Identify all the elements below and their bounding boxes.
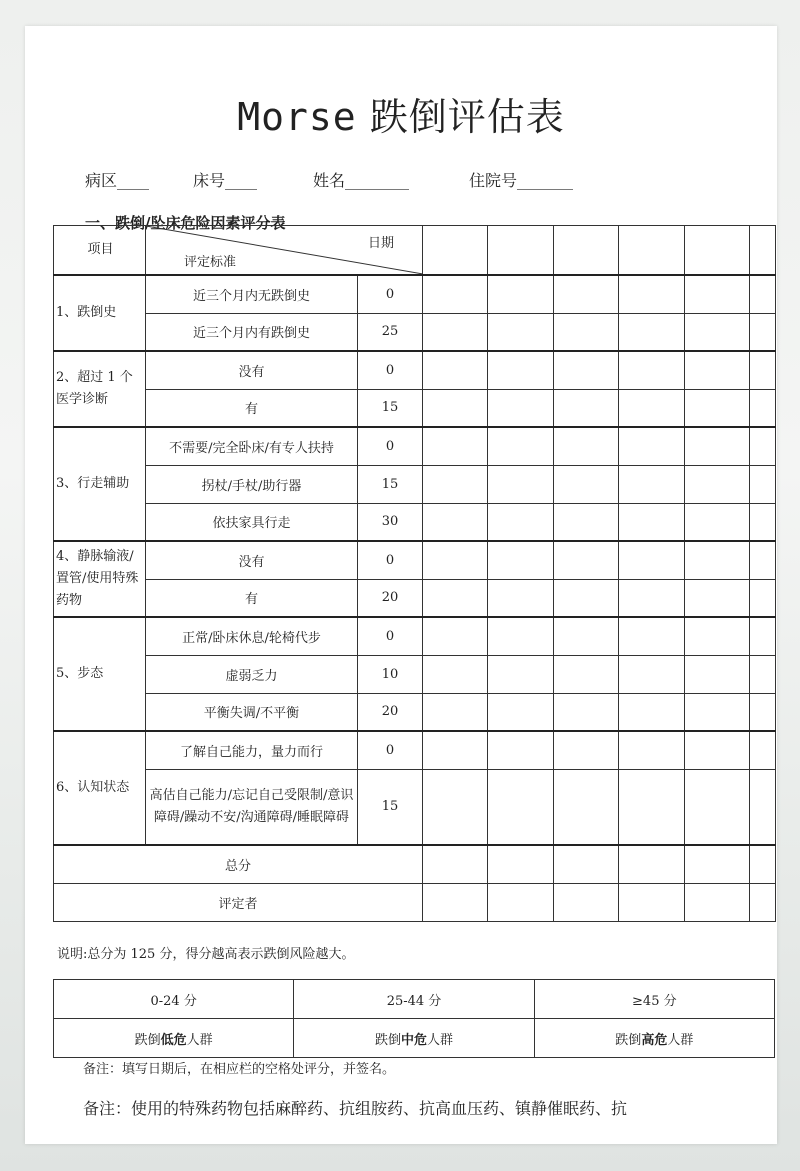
score: 30	[358, 503, 423, 541]
criterion: 拐杖/手杖/助行器	[146, 465, 358, 503]
score-entry-cell[interactable]	[750, 465, 776, 503]
date-cell[interactable]	[554, 226, 619, 276]
score-entry-cell[interactable]	[685, 389, 750, 427]
score-entry-cell[interactable]	[488, 579, 554, 617]
title-chinese: 跌倒评估表	[369, 95, 565, 139]
score: 15	[358, 769, 423, 845]
assessor-entry-cell[interactable]	[488, 883, 554, 921]
score-entry-cell[interactable]	[685, 313, 750, 351]
header-diagonal	[146, 226, 423, 276]
criterion: 高估自己能力/忘记自己受限制/意识障碍/躁动不安/沟通障碍/睡眠障碍	[146, 769, 358, 845]
score-entry-cell[interactable]	[750, 541, 776, 579]
score-entry-cell[interactable]	[619, 731, 685, 769]
group-label: 3、行走辅助	[54, 427, 146, 541]
bed-field[interactable]: 床号____	[193, 171, 258, 190]
score-entry-cell[interactable]	[488, 541, 554, 579]
score-entry-cell[interactable]	[685, 617, 750, 655]
score: 20	[358, 579, 423, 617]
score: 10	[358, 655, 423, 693]
score: 20	[358, 693, 423, 731]
score-entry-cell[interactable]	[488, 465, 554, 503]
score-entry-cell[interactable]	[750, 655, 776, 693]
score-entry-cell[interactable]	[750, 731, 776, 769]
name-field[interactable]: 姓名________	[313, 171, 410, 190]
risk-table	[53, 979, 775, 1058]
score-entry-cell[interactable]	[619, 579, 685, 617]
score-entry-cell[interactable]	[423, 275, 488, 313]
score-entry-cell[interactable]	[488, 351, 554, 389]
score-entry-cell[interactable]	[554, 693, 619, 731]
score-entry-cell[interactable]	[619, 351, 685, 389]
score: 0	[358, 351, 423, 389]
score-entry-cell[interactable]	[554, 617, 619, 655]
score: 0	[358, 427, 423, 465]
score-entry-cell[interactable]	[750, 769, 776, 845]
score-entry-cell[interactable]	[423, 769, 488, 845]
note-special-drugs: 备注：使用的特殊药物包括麻醉药、抗组胺药、抗高血压药、镇静催眠药、抗	[83, 1099, 628, 1118]
score-entry-cell[interactable]	[488, 503, 554, 541]
score-entry-cell[interactable]	[685, 351, 750, 389]
score-entry-cell[interactable]	[554, 313, 619, 351]
admission-number-field[interactable]: 住院号_______	[469, 171, 574, 190]
criterion: 正常/卧床休息/轮椅代步	[146, 617, 358, 655]
range-mid: 25-44 分	[294, 980, 534, 1019]
score-entry-cell[interactable]	[488, 769, 554, 845]
score-entry-cell[interactable]	[554, 579, 619, 617]
score-entry-cell[interactable]	[619, 389, 685, 427]
score-entry-cell[interactable]	[685, 655, 750, 693]
criterion: 近三个月内有跌倒史	[146, 313, 358, 351]
score: 25	[358, 313, 423, 351]
group-label: 4、静脉输液/置管/使用特殊药物	[54, 541, 146, 617]
score-entry-cell[interactable]	[619, 503, 685, 541]
score-entry-cell[interactable]	[423, 351, 488, 389]
ward-field[interactable]: 病区____	[85, 171, 150, 190]
group-label: 2、超过 1 个医学诊断	[54, 351, 146, 427]
score-entry-cell[interactable]	[685, 769, 750, 845]
note-fill-instructions: 备注：填写日期后，在相应栏的空格处评分，并签名。	[83, 1062, 396, 1077]
assessor-row-label: 评定者	[54, 883, 423, 921]
score-entry-cell[interactable]	[750, 275, 776, 313]
risk-low: 跌倒低危人群	[54, 1019, 294, 1058]
page-title	[25, 86, 777, 141]
score-entry-cell[interactable]	[554, 351, 619, 389]
criterion: 近三个月内无跌倒史	[146, 275, 358, 313]
total-entry-cell[interactable]	[685, 845, 750, 883]
score-entry-cell[interactable]	[750, 693, 776, 731]
criterion: 有	[146, 579, 358, 617]
group-label: 5、步态	[54, 617, 146, 731]
score-entry-cell[interactable]	[619, 769, 685, 845]
score-entry-cell[interactable]	[750, 313, 776, 351]
score-entry-cell[interactable]	[423, 313, 488, 351]
score-entry-cell[interactable]	[423, 579, 488, 617]
score-entry-cell[interactable]	[554, 731, 619, 769]
form-page	[25, 26, 777, 1144]
score-entry-cell[interactable]	[423, 541, 488, 579]
score-entry-cell[interactable]	[488, 389, 554, 427]
score-entry-cell[interactable]	[423, 427, 488, 465]
score: 0	[358, 617, 423, 655]
score-entry-cell[interactable]	[619, 427, 685, 465]
score-entry-cell[interactable]	[554, 769, 619, 845]
total-entry-cell[interactable]	[619, 845, 685, 883]
score-entry-cell[interactable]	[685, 693, 750, 731]
score: 15	[358, 389, 423, 427]
assessor-entry-cell[interactable]	[750, 883, 776, 921]
range-high: ≥45 分	[534, 980, 774, 1019]
score-entry-cell[interactable]	[619, 275, 685, 313]
total-entry-cell[interactable]	[488, 845, 554, 883]
score-entry-cell[interactable]	[488, 693, 554, 731]
criterion: 平衡失调/不平衡	[146, 693, 358, 731]
score: 0	[358, 731, 423, 769]
score-entry-cell[interactable]	[750, 427, 776, 465]
explanation: 说明:总分为 125 分，得分越高表示跌倒风险越大。	[57, 947, 355, 962]
score-entry-cell[interactable]	[423, 617, 488, 655]
section-title: 一、跌倒/坠床危险因素评分表	[85, 214, 286, 232]
score-entry-cell[interactable]	[685, 541, 750, 579]
score-entry-cell[interactable]	[554, 655, 619, 693]
score-entry-cell[interactable]	[554, 503, 619, 541]
score-entry-cell[interactable]	[423, 503, 488, 541]
score-entry-cell[interactable]	[488, 731, 554, 769]
risk-mid: 跌倒中危人群	[294, 1019, 534, 1058]
header-criteria: 评定标准	[184, 255, 237, 270]
score-entry-cell[interactable]	[554, 389, 619, 427]
score-entry-cell[interactable]	[685, 731, 750, 769]
score: 0	[358, 275, 423, 313]
score-entry-cell[interactable]	[750, 617, 776, 655]
score-entry-cell[interactable]	[685, 427, 750, 465]
score-entry-cell[interactable]	[423, 655, 488, 693]
score: 15	[358, 465, 423, 503]
score-entry-cell[interactable]	[685, 465, 750, 503]
score-entry-cell[interactable]	[554, 465, 619, 503]
score-entry-cell[interactable]	[488, 617, 554, 655]
total-entry-cell[interactable]	[423, 845, 488, 883]
score-entry-cell[interactable]	[619, 655, 685, 693]
score-entry-cell[interactable]	[750, 503, 776, 541]
criterion: 没有	[146, 541, 358, 579]
score-entry-cell[interactable]	[619, 465, 685, 503]
date-cell[interactable]	[423, 226, 488, 276]
assessment-table	[53, 225, 776, 922]
score-entry-cell[interactable]	[619, 313, 685, 351]
score-entry-cell[interactable]	[685, 275, 750, 313]
score-entry-cell[interactable]	[423, 693, 488, 731]
total-entry-cell[interactable]	[554, 845, 619, 883]
score-entry-cell[interactable]	[488, 655, 554, 693]
score-entry-cell[interactable]	[685, 503, 750, 541]
assessor-entry-cell[interactable]	[619, 883, 685, 921]
score-entry-cell[interactable]	[619, 693, 685, 731]
assessor-entry-cell[interactable]	[554, 883, 619, 921]
score-entry-cell[interactable]	[488, 427, 554, 465]
score-entry-cell[interactable]	[423, 465, 488, 503]
score-entry-cell[interactable]	[554, 275, 619, 313]
score: 0	[358, 541, 423, 579]
score-entry-cell[interactable]	[488, 275, 554, 313]
header-item: 项目	[54, 226, 146, 276]
score-entry-cell[interactable]	[750, 579, 776, 617]
group-label: 1、跌倒史	[54, 275, 146, 351]
total-row-label: 总分	[54, 845, 423, 883]
criterion: 了解自己能力，量力而行	[146, 731, 358, 769]
risk-high: 跌倒高危人群	[534, 1019, 774, 1058]
score-entry-cell[interactable]	[750, 389, 776, 427]
range-low: 0-24 分	[54, 980, 294, 1019]
date-cell[interactable]	[488, 226, 554, 276]
score-entry-cell[interactable]	[423, 389, 488, 427]
score-entry-cell[interactable]	[619, 541, 685, 579]
title-latin: Morse	[237, 95, 357, 139]
date-cell[interactable]	[750, 226, 776, 276]
group-label: 6、认知状态	[54, 731, 146, 845]
criterion: 有	[146, 389, 358, 427]
total-entry-cell[interactable]	[750, 845, 776, 883]
criterion: 依扶家具行走	[146, 503, 358, 541]
score-entry-cell[interactable]	[423, 731, 488, 769]
score-entry-cell[interactable]	[619, 617, 685, 655]
assessor-entry-cell[interactable]	[423, 883, 488, 921]
score-entry-cell[interactable]	[554, 541, 619, 579]
assessor-entry-cell[interactable]	[685, 883, 750, 921]
criterion: 没有	[146, 351, 358, 389]
criterion: 不需要/完全卧床/有专人扶持	[146, 427, 358, 465]
header-date: 日期	[367, 236, 394, 251]
score-entry-cell[interactable]	[685, 579, 750, 617]
score-entry-cell[interactable]	[554, 427, 619, 465]
date-cell[interactable]	[685, 226, 750, 276]
date-cell[interactable]	[619, 226, 685, 276]
score-entry-cell[interactable]	[488, 313, 554, 351]
score-entry-cell[interactable]	[750, 351, 776, 389]
criterion: 虚弱乏力	[146, 655, 358, 693]
